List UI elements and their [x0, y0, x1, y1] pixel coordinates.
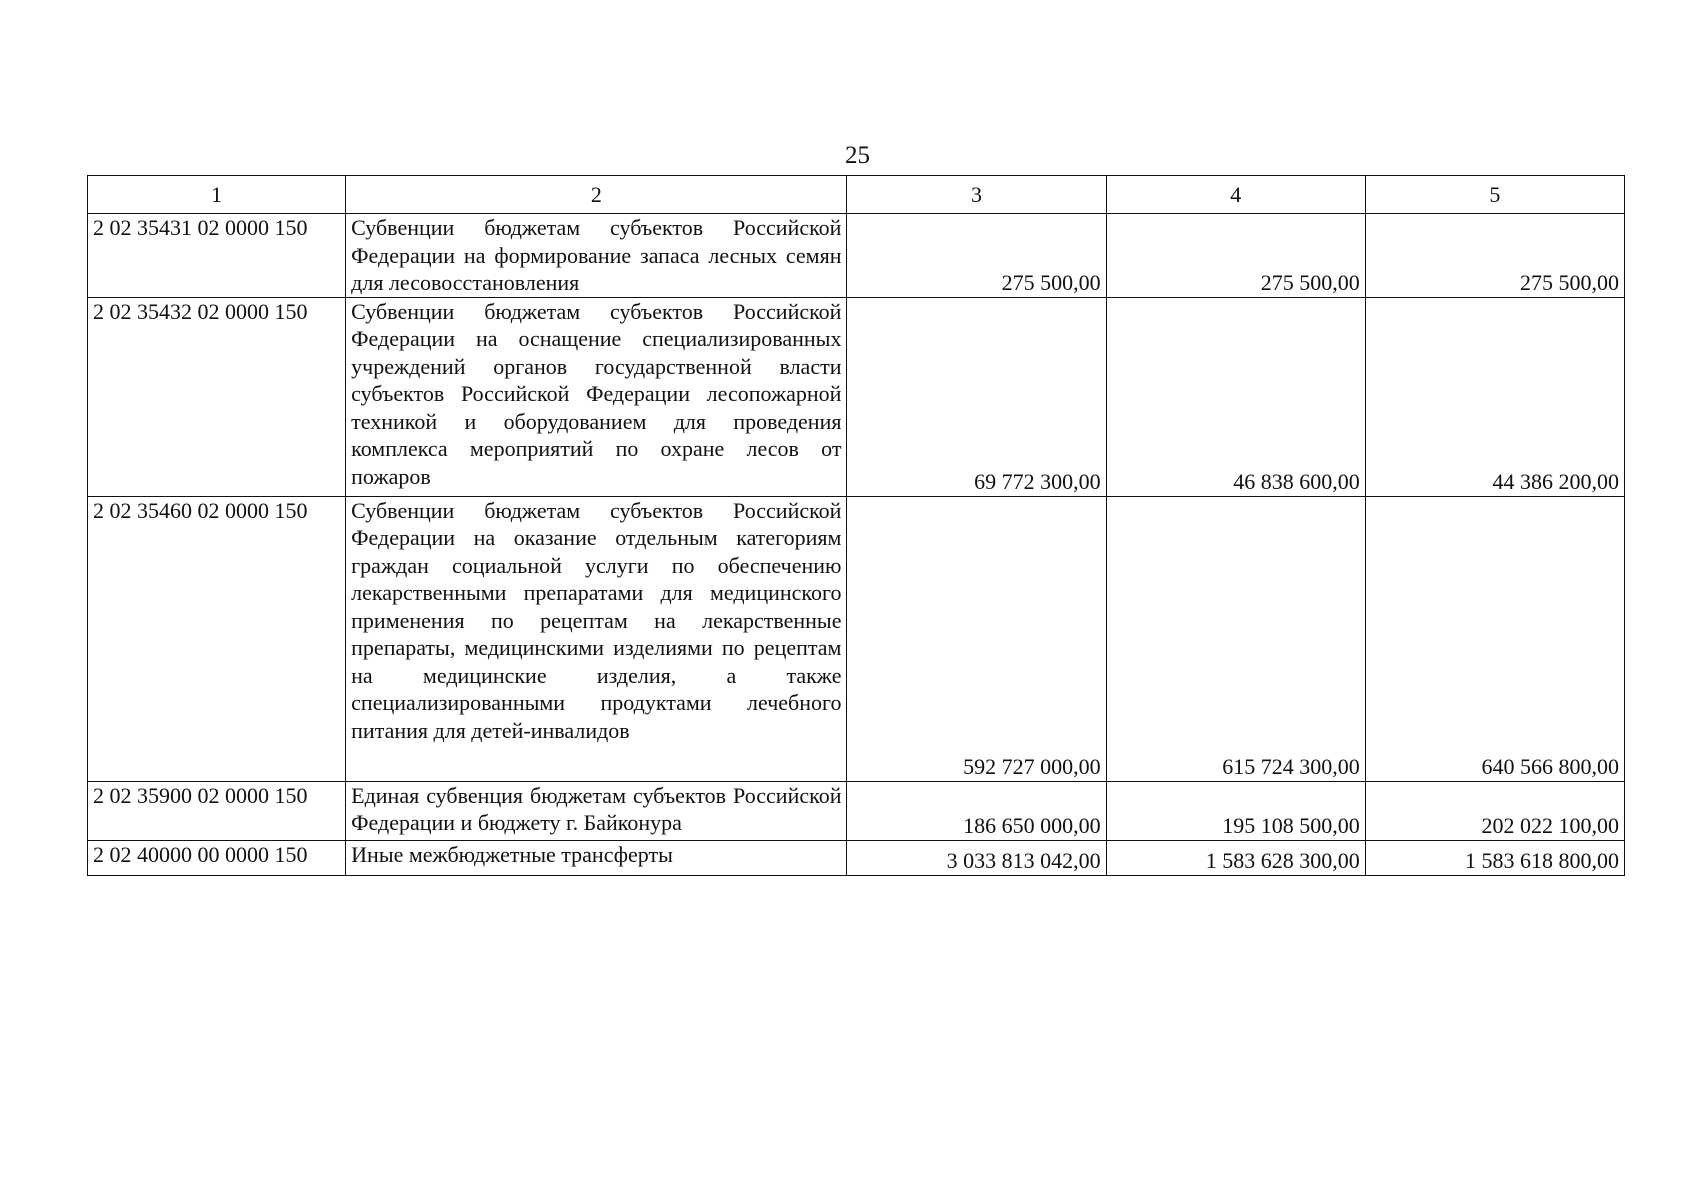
budget-code-cell: 2 02 35460 02 0000 150 — [88, 496, 346, 781]
amount-col3-cell: 3 033 813 042,00 — [847, 840, 1106, 875]
budget-code-cell: 2 02 35431 02 0000 150 — [88, 214, 346, 298]
page-number: 25 — [845, 142, 870, 169]
column-header-2: 2 — [346, 176, 847, 214]
table-row — [88, 214, 1625, 298]
budget-code-cell: 2 02 35432 02 0000 150 — [88, 297, 346, 496]
header-row — [88, 176, 1625, 214]
column-header-5: 5 — [1365, 176, 1624, 214]
description-cell: Субвенции бюджетам субъектов Российской Федерации на оснащение специализированных учреждений органов государственной власти субъектов Российской Федерации лесопожарной техникой и оборудованием для проведения комплекса мероприятий по охране лесов от пожаров — [346, 297, 847, 496]
description-cell: Иные межбюджетные трансферты — [346, 840, 847, 875]
column-header-4: 4 — [1106, 176, 1365, 214]
amount-col5-cell: 1 583 618 800,00 — [1365, 840, 1624, 875]
column-header-3: 3 — [847, 176, 1106, 214]
budget-code-cell: 2 02 35900 02 0000 150 — [88, 781, 346, 840]
budget-code-cell: 2 02 40000 00 0000 150 — [88, 840, 346, 875]
amount-col3-cell: 186 650 000,00 — [847, 781, 1106, 840]
amount-col3-cell: 592 727 000,00 — [847, 496, 1106, 781]
column-header-1: 1 — [88, 176, 346, 214]
amount-col4-cell: 195 108 500,00 — [1106, 781, 1365, 840]
budget-table — [87, 175, 1625, 876]
description-cell: Единая субвенция бюджетам субъектов Российской Федерации и бюджету г. Байконура — [346, 781, 847, 840]
amount-col3-cell: 275 500,00 — [847, 214, 1106, 298]
amount-col5-cell: 640 566 800,00 — [1365, 496, 1624, 781]
amount-col5-cell: 44 386 200,00 — [1365, 297, 1624, 496]
amount-col3-cell: 69 772 300,00 — [847, 297, 1106, 496]
table-row — [88, 781, 1625, 840]
description-cell: Субвенции бюджетам субъектов Российской Федерации на оказание отдельным категориям граждан социальной услуги по обеспечению лекарственными препаратами для медицинского применения по рецептам на лекарственные препараты, медицинскими изделиями по рецептам на медицинские изделия, а также специализированными продуктами лечебного питания для детей-инвалидов — [346, 496, 847, 781]
amount-col4-cell: 46 838 600,00 — [1106, 297, 1365, 496]
table-row — [88, 297, 1625, 496]
amount-col5-cell: 275 500,00 — [1365, 214, 1624, 298]
table-row — [88, 840, 1625, 875]
amount-col5-cell: 202 022 100,00 — [1365, 781, 1624, 840]
amount-col4-cell: 275 500,00 — [1106, 214, 1365, 298]
amount-col4-cell: 615 724 300,00 — [1106, 496, 1365, 781]
amount-col4-cell: 1 583 628 300,00 — [1106, 840, 1365, 875]
description-cell: Субвенции бюджетам субъектов Российской Федерации на формирование запаса лесных семян для лесовосстановления — [346, 214, 847, 298]
table-row — [88, 496, 1625, 781]
